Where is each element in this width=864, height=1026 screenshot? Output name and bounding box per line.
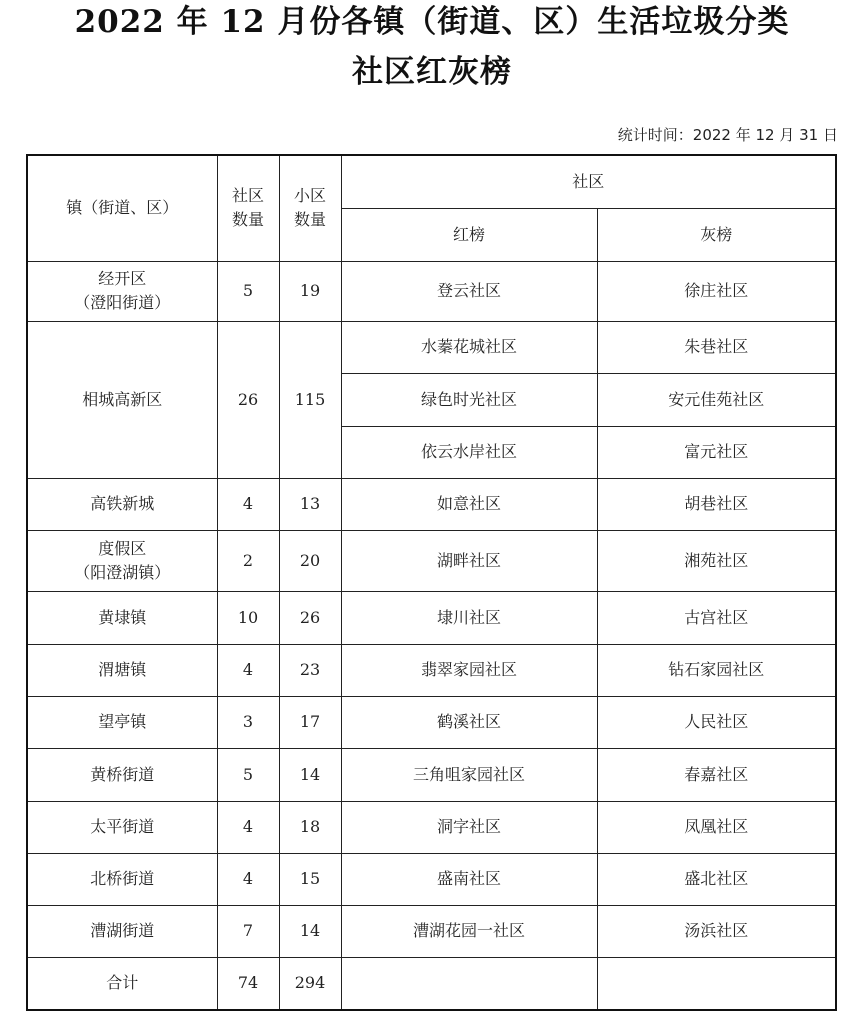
town-cell: 太平街道: [27, 801, 217, 853]
community-count-cell: 2: [217, 530, 279, 591]
red-list-cell: 如意社区: [341, 478, 597, 530]
total-row: [27, 957, 836, 1010]
town-name: 经开区: [98, 269, 147, 288]
header-town: 镇（街道、区）: [27, 155, 217, 261]
estate-count-cell: 14: [279, 748, 341, 801]
statistics-time: 统计时间：2022 年 12 月 31 日: [617, 126, 838, 144]
estate-count-cell: 20: [279, 530, 341, 591]
town-cell: 相城高新区: [27, 321, 217, 478]
table-row: [27, 644, 836, 696]
community-count-cell: 4: [217, 478, 279, 530]
town-name: 度假区: [98, 538, 147, 558]
grey-list-cell: 古宫社区: [597, 591, 836, 644]
town-cell: [27, 530, 217, 591]
table-row: [27, 801, 836, 853]
red-list-cell: 水蓁花城社区: [341, 321, 597, 373]
table-row: [27, 530, 836, 591]
estate-count-cell: 19: [279, 261, 341, 321]
grey-list-cell: 汤浜社区: [597, 905, 836, 957]
town-cell: 黄埭镇: [27, 591, 217, 644]
grey-list-cell: 富元社区: [597, 426, 836, 478]
community-count-cell: 4: [217, 853, 279, 905]
red-grey-list-table: [26, 154, 837, 1011]
table-row: [27, 905, 836, 957]
header-row-1: [27, 155, 836, 208]
table-row: [27, 696, 836, 748]
grey-list-cell: 湘苑社区: [597, 530, 836, 591]
community-count-cell: 26: [217, 321, 279, 478]
red-list-cell: 三角咀家园社区: [341, 748, 597, 801]
community-count-cell: 7: [217, 905, 279, 957]
grey-list-cell: 胡巷社区: [597, 478, 836, 530]
estate-count-cell: 23: [279, 644, 341, 696]
document-title-line2: 社区红灰榜: [352, 54, 512, 90]
community-count-cell: 4: [217, 801, 279, 853]
red-list-cell: 湖畔社区: [341, 530, 597, 591]
header-grey-list: 灰榜: [597, 208, 836, 261]
document-title-line1: 2022 年 12 月份各镇（街道、区）生活垃圾分类: [74, 4, 790, 40]
town-cell: [27, 261, 217, 321]
table-row: [27, 853, 836, 905]
total-label: 合计: [27, 957, 217, 1010]
total-estate-count: 294: [279, 957, 341, 1010]
grey-list-cell: 人民社区: [597, 696, 836, 748]
header-community-count-line1: 社区: [231, 186, 264, 206]
grey-list-cell: 徐庄社区: [597, 261, 836, 321]
town-cell: 黄桥街道: [27, 748, 217, 801]
table-row: [27, 321, 836, 373]
grey-list-cell: 安元佳苑社区: [597, 373, 836, 426]
community-count-cell: 3: [217, 696, 279, 748]
red-list-cell: 绿色时光社区: [341, 373, 597, 426]
grey-list-cell: 凤凰社区: [597, 801, 836, 853]
town-alias: （阳澄湖镇）: [74, 562, 171, 582]
estate-count-cell: 26: [279, 591, 341, 644]
red-list-cell: 翡翠家园社区: [341, 644, 597, 696]
town-cell: 漕湖街道: [27, 905, 217, 957]
town-alias: （澄阳街道）: [74, 293, 171, 312]
estate-count-cell: 15: [279, 853, 341, 905]
grey-list-cell: 春嘉社区: [597, 748, 836, 801]
table-row: [27, 261, 836, 321]
grey-list-cell: 盛北社区: [597, 853, 836, 905]
header-red-list: 红榜: [341, 208, 597, 261]
table-row: [27, 748, 836, 801]
header-estate-count-line1: 小区: [293, 186, 326, 206]
table-row: [27, 478, 836, 530]
estate-count-cell: 13: [279, 478, 341, 530]
estate-count-cell: 14: [279, 905, 341, 957]
town-cell: 北桥街道: [27, 853, 217, 905]
red-list-cell: 埭川社区: [341, 591, 597, 644]
header-community-count: [217, 155, 279, 261]
community-count-cell: 5: [217, 748, 279, 801]
estate-count-cell: 17: [279, 696, 341, 748]
estate-count-cell: 115: [279, 321, 341, 478]
red-list-cell: 洞字社区: [341, 801, 597, 853]
header-community-count-line2: 数量: [231, 210, 264, 230]
town-cell: 渭塘镇: [27, 644, 217, 696]
grey-list-cell: 朱巷社区: [597, 321, 836, 373]
red-list-cell: 鹤溪社区: [341, 696, 597, 748]
grey-list-cell: 钻石家园社区: [597, 644, 836, 696]
header-estate-count: [279, 155, 341, 261]
table-row: [27, 591, 836, 644]
total-red-list-cell: [341, 957, 597, 1010]
header-community: 社区: [341, 155, 836, 208]
community-count-cell: 5: [217, 261, 279, 321]
community-count-cell: 4: [217, 644, 279, 696]
red-list-cell: 依云水岸社区: [341, 426, 597, 478]
red-list-cell: 登云社区: [341, 261, 597, 321]
red-list-cell: 漕湖花园一社区: [341, 905, 597, 957]
header-estate-count-line2: 数量: [293, 210, 326, 230]
town-cell: 高铁新城: [27, 478, 217, 530]
red-list-cell: 盛南社区: [341, 853, 597, 905]
total-grey-list-cell: [597, 957, 836, 1010]
total-community-count: 74: [217, 957, 279, 1010]
town-cell: 望亭镇: [27, 696, 217, 748]
estate-count-cell: 18: [279, 801, 341, 853]
community-count-cell: 10: [217, 591, 279, 644]
